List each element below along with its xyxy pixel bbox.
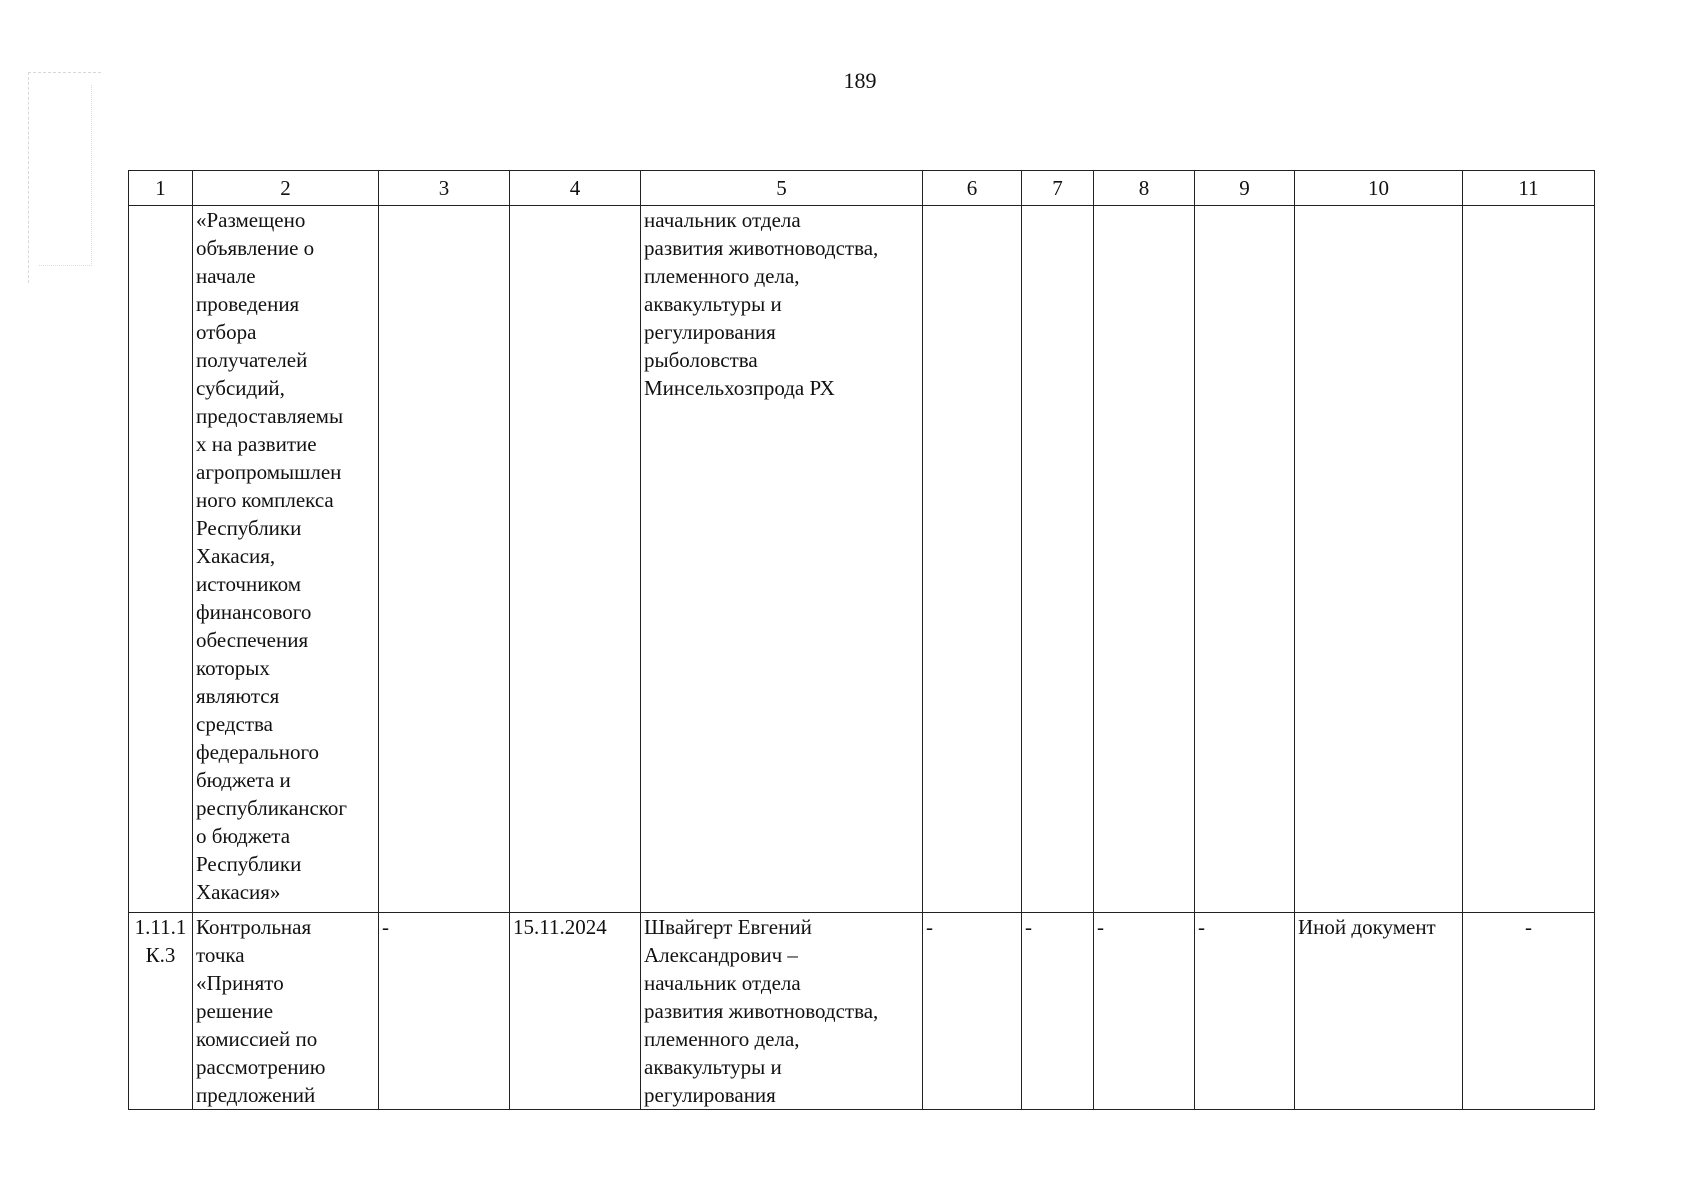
table-row bbox=[129, 206, 1595, 913]
cell-document-type bbox=[1295, 206, 1463, 913]
cell-description: Контрольная точка «Принято решение комиссией по рассмотрению предложений bbox=[193, 913, 379, 1110]
column-header-7: 7 bbox=[1022, 171, 1094, 206]
cell-col9: - bbox=[1195, 913, 1295, 1110]
cell-date bbox=[510, 206, 641, 913]
cell-col8 bbox=[1094, 206, 1195, 913]
cell-responsible: Швайгерт Евгений Александрович – начальник отдела развития животноводства, племенного дела, аквакультуры и регулирования bbox=[641, 913, 923, 1110]
column-header-9: 9 bbox=[1195, 171, 1295, 206]
column-header-4: 4 bbox=[510, 171, 641, 206]
column-header-6: 6 bbox=[923, 171, 1022, 206]
column-header-11: 11 bbox=[1463, 171, 1595, 206]
cell-col11 bbox=[1463, 206, 1595, 913]
cell-number: 1.11.1 К.3 bbox=[129, 913, 193, 1110]
cell-col11: - bbox=[1463, 913, 1595, 1110]
cell-date: 15.11.2024 bbox=[510, 913, 641, 1110]
cell-description: «Размещено объявление о начале проведения отбора получателей субсидий, предоставляемы х на развитие агропромышлен ного комплекса Республики Хакасия, источником финансового обеспечения которых являются средства федерального бюджета и республиканског о бюджета Республики Хакасия» bbox=[193, 206, 379, 913]
column-header-3: 3 bbox=[379, 171, 510, 206]
document-table bbox=[128, 170, 1595, 1110]
table-header-row bbox=[129, 171, 1595, 206]
margin-stamp-mark bbox=[28, 72, 101, 283]
column-header-1: 1 bbox=[129, 171, 193, 206]
cell-col7: - bbox=[1022, 913, 1094, 1110]
column-header-5: 5 bbox=[641, 171, 923, 206]
column-header-2: 2 bbox=[193, 171, 379, 206]
cell-col6 bbox=[923, 206, 1022, 913]
page-number: 189 bbox=[843, 68, 877, 93]
cell-col3: - bbox=[379, 913, 510, 1110]
cell-document-type: Иной документ bbox=[1295, 913, 1463, 1110]
cell-col3 bbox=[379, 206, 510, 913]
cell-col7 bbox=[1022, 206, 1094, 913]
column-header-8: 8 bbox=[1094, 171, 1195, 206]
table-row bbox=[129, 913, 1595, 1110]
cell-number bbox=[129, 206, 193, 913]
cell-col6: - bbox=[923, 913, 1022, 1110]
column-header-10: 10 bbox=[1295, 171, 1463, 206]
cell-responsible: начальник отдела развития животноводства, племенного дела, аквакультуры и регулирования рыболовства Минсельхозпрода РХ bbox=[641, 206, 923, 913]
cell-col9 bbox=[1195, 206, 1295, 913]
cell-col8: - bbox=[1094, 913, 1195, 1110]
